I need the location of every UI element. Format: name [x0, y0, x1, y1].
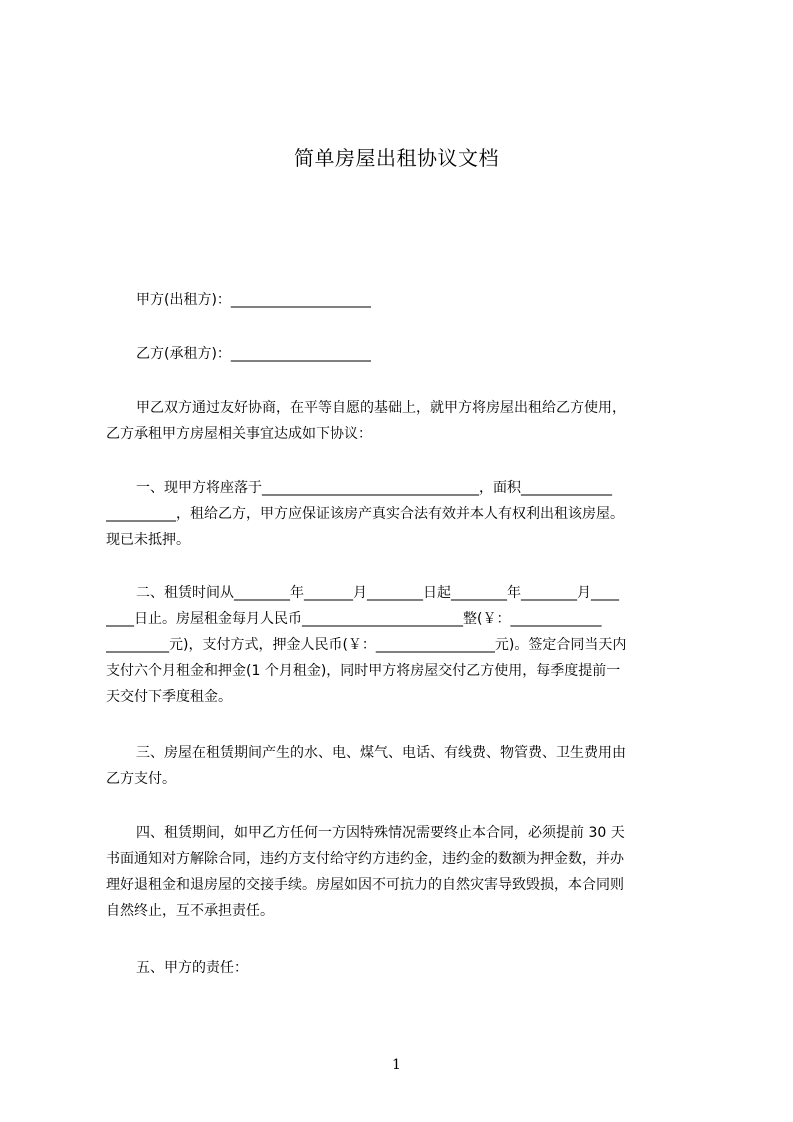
clause-4-line-2: 书面通知对方解除合同，违约方支付给守约方违约金，违约金的数额为押金数，并办 — [106, 851, 624, 867]
clause-2-paragraph — [106, 580, 698, 710]
clause-3-line-1: 三、房屋在租赁期间产生的水、电、煤气、电话、有线费、物管费、卫生费用由 — [136, 745, 626, 761]
clause-5-heading: 五、甲方的责任： — [136, 960, 248, 976]
clause-4-line-4: 自然终止，互不承担责任。 — [106, 903, 274, 919]
clause-2-line-3: _________元)，支付方式，押金人民币(￥：_________________元)。签定合同当天内 — [106, 637, 627, 653]
clause-3-paragraph — [106, 740, 698, 792]
page-number: 1 — [392, 1057, 401, 1073]
clause-2-line-5: 天交付下季度租金。 — [106, 689, 232, 705]
document-title: 简单房屋出租协议文档 — [294, 146, 499, 170]
party-b-line: 乙方(承租方)：____________________ — [136, 346, 371, 362]
intro-paragraph — [106, 395, 698, 447]
clause-3-line-2: 乙方支付。 — [106, 771, 176, 787]
clause-4-paragraph — [106, 820, 698, 924]
clause-4-line-3: 理好退租金和退房屋的交接手续。房屋如因不可抗力的自然灾害导致毁损，本合同则 — [106, 877, 624, 893]
intro-line-2: 乙方承租甲方房屋相关事宜达成如下协议： — [106, 426, 372, 442]
clause-2-line-2: ____日止。房屋租金每月人民币_______________________整(￥：_____________ — [106, 611, 602, 627]
party-a-line: 甲方(出租方)：____________________ — [136, 292, 371, 308]
intro-line-1: 甲乙双方通过友好协商，在平等自愿的基础上，就甲方将房屋出租给乙方使用， — [136, 400, 626, 416]
clause-1-paragraph — [106, 475, 698, 553]
clause-2-line-4: 支付六个月租金和押金(1 个月租金)，同时甲方将房屋交付乙方使用，每季度提前一 — [106, 663, 621, 679]
clause-1-line-2: __________，租给乙方，甲方应保证该房产真实合法有效并本人有权利出租该房屋。 — [106, 506, 624, 522]
clause-1-line-1: 一、现甲方将座落于_______________________________，面积_____________ — [136, 480, 612, 496]
clause-1-line-3: 现已未抵押。 — [106, 532, 190, 548]
clause-4-line-1: 四、租赁期间，如甲乙方任何一方因特殊情况需要终止本合同，必须提前 30 天 — [136, 825, 625, 841]
clause-2-line-1: 二、租赁时间从________年_______月________日起________年________月____ — [136, 585, 619, 601]
